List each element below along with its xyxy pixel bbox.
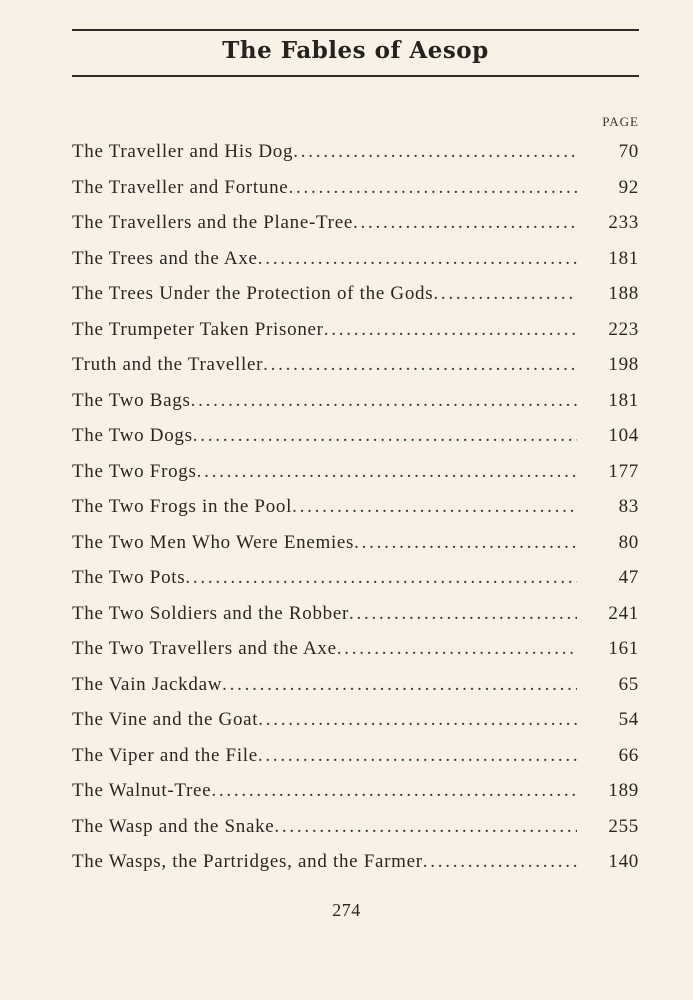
top-rule <box>72 29 639 31</box>
entry-title: The Two Travellers and the Axe <box>72 631 337 667</box>
entry-title: The Trees Under the Protection of the Gods <box>72 276 433 312</box>
entry-title: The Travellers and the Plane-Tree <box>72 205 353 241</box>
entry-page-number: 161 <box>608 638 639 659</box>
toc-entry <box>72 702 639 738</box>
entry-page-number: 47 <box>618 567 639 588</box>
toc-entry <box>72 773 639 809</box>
toc-entry <box>72 276 639 312</box>
toc-entry <box>72 738 639 774</box>
toc-entry <box>72 347 639 383</box>
dot-leader <box>193 418 577 454</box>
dot-leader <box>258 738 577 774</box>
entry-title: The Two Frogs <box>72 454 197 490</box>
dot-leader <box>337 631 577 667</box>
entry-title: The Trees and the Axe <box>72 241 258 277</box>
entry-page-number: 241 <box>608 602 639 624</box>
dot-leader <box>185 560 577 596</box>
entry-page-number: 83 <box>618 496 639 517</box>
entry-title: The Trumpeter Taken Prisoner <box>72 312 324 348</box>
table-of-contents <box>72 134 639 880</box>
bottom-rule <box>72 75 639 77</box>
entry-page-number: 54 <box>618 709 639 730</box>
entry-page-number: 181 <box>608 389 639 411</box>
entry-title: The Two Pots <box>72 560 185 596</box>
toc-entry <box>72 844 639 880</box>
page-column-label: PAGE <box>602 114 639 129</box>
entry-title: The Wasps, the Partridges, and the Farmer <box>72 844 423 880</box>
entry-page-number: 223 <box>608 318 639 340</box>
dot-leader <box>292 489 577 525</box>
dot-leader <box>354 525 577 561</box>
dot-leader <box>211 773 577 809</box>
running-head-title: The Fables of Aesop <box>222 37 489 64</box>
entry-title: The Two Dogs <box>72 418 193 454</box>
dot-leader <box>258 241 577 277</box>
entry-title: Truth and the Traveller <box>72 347 263 383</box>
toc-entry <box>72 560 639 596</box>
entry-page-number: 198 <box>608 354 639 375</box>
entry-page-number: 255 <box>608 815 639 837</box>
toc-entry <box>72 631 639 667</box>
entry-title: The Viper and the File <box>72 738 258 774</box>
entry-page-number: 65 <box>618 673 639 695</box>
entry-title: The Traveller and Fortune <box>72 170 288 206</box>
entry-page-number: 140 <box>608 851 639 872</box>
entry-title: The Two Frogs in the Pool <box>72 489 292 525</box>
entry-page-number: 177 <box>608 460 639 482</box>
dot-leader <box>353 205 577 241</box>
entry-page-number: 188 <box>608 283 639 304</box>
dot-leader <box>191 383 577 419</box>
entry-title: The Wasp and the Snake <box>72 809 274 845</box>
entry-page-number: 233 <box>608 212 639 233</box>
toc-entry <box>72 489 639 525</box>
dot-leader <box>293 134 577 170</box>
toc-entry <box>72 667 639 703</box>
entry-page-number: 104 <box>608 425 639 446</box>
entry-title: The Vine and the Goat <box>72 702 258 738</box>
toc-entry <box>72 170 639 206</box>
toc-entry <box>72 596 639 632</box>
dot-leader <box>423 844 577 880</box>
dot-leader <box>197 454 577 490</box>
toc-entry <box>72 525 639 561</box>
running-head <box>72 29 639 79</box>
entry-page-number: 80 <box>618 531 639 553</box>
entry-page-number: 92 <box>618 176 639 198</box>
dot-leader <box>258 702 577 738</box>
entry-page-number: 189 <box>608 780 639 801</box>
toc-entry <box>72 809 639 845</box>
dot-leader <box>263 347 577 383</box>
entry-title: The Vain Jackdaw <box>72 667 222 703</box>
entry-page-number: 70 <box>618 141 639 162</box>
page-number: 274 <box>332 900 361 920</box>
dot-leader <box>349 596 577 632</box>
toc-entry <box>72 241 639 277</box>
dot-leader <box>324 312 577 348</box>
entry-title: The Two Men Who Were Enemies <box>72 525 354 561</box>
entry-page-number: 66 <box>618 744 639 766</box>
entry-page-number: 181 <box>608 247 639 269</box>
entry-title: The Traveller and His Dog <box>72 134 293 170</box>
dot-leader <box>288 170 577 206</box>
toc-entry <box>72 454 639 490</box>
entry-title: The Two Bags <box>72 383 191 419</box>
dot-leader <box>433 276 577 312</box>
dot-leader <box>274 809 577 845</box>
entry-title: The Two Soldiers and the Robber <box>72 596 349 632</box>
toc-entry <box>72 205 639 241</box>
dot-leader <box>222 667 577 703</box>
toc-entry <box>72 383 639 419</box>
toc-entry <box>72 134 639 170</box>
toc-entry <box>72 312 639 348</box>
toc-entry <box>72 418 639 454</box>
entry-title: The Walnut-Tree <box>72 773 211 809</box>
